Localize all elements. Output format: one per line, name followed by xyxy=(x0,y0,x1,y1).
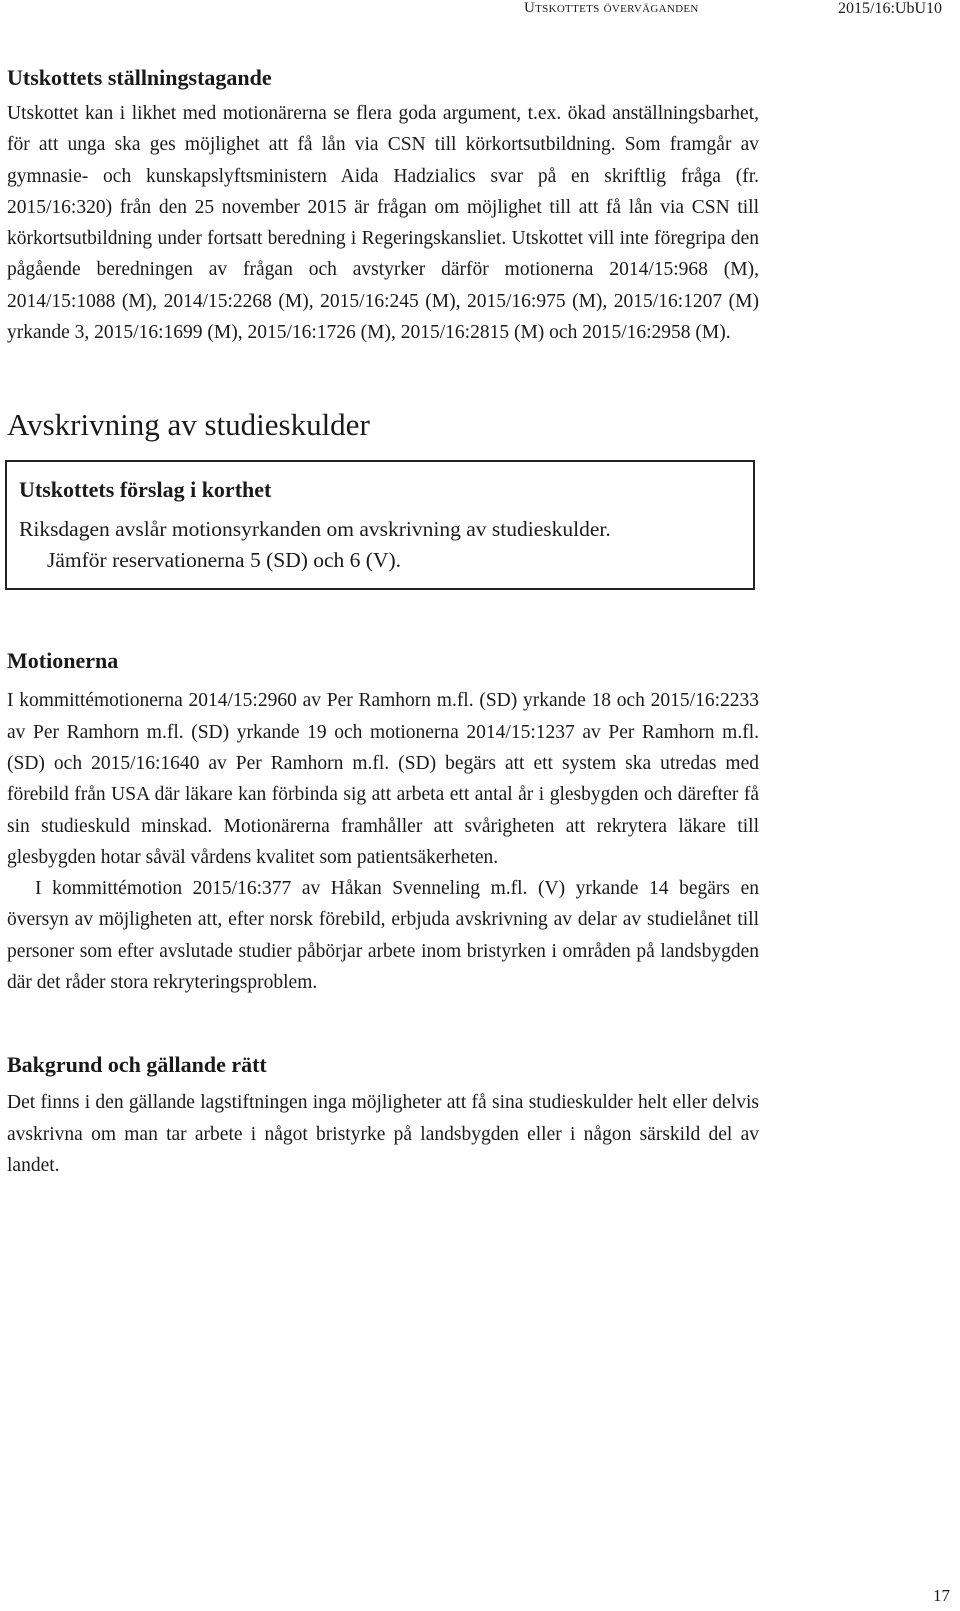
page-content xyxy=(7,62,759,1181)
document-code: 2015/16:UbU10 xyxy=(838,0,942,17)
heading-bakgrund: Bakgrund och gällande rätt xyxy=(7,1052,267,1078)
paragraph-bakgrund: Det finns i den gällande lagstiftningen inga möjligheter att få sina studieskulder helt eller delvis avskrivna om man tar arbete i något bristyrke på landsbygden eller i någon särskild del av landet. xyxy=(7,1092,759,1176)
paragraph-motionerna-1: I kommittémotionerna 2014/15:2960 av Per Ramhorn m.fl. (SD) yrkande 18 och 2015/16:2233 av Per Ramhorn m.fl. (SD) yrkande 19 och motionerna 2014/15:1237 av Per Ramhorn m.fl. (SD) och 2015/16:1640 av Per Ramhorn m.fl. (SD) begärs att ett system ska utredas med förebild från USA där läkare kan förbinda sig att arbeta ett antal år i glesbygden och därefter få sin studieskuld minskad. Motionärerna framhåller att svårigheten att rekrytera läkare till glesbygden hotar såväl vårdens kvalitet som patientsäkerheten. xyxy=(7,690,759,868)
running-title: Utskottets överväganden xyxy=(524,0,699,16)
page-header xyxy=(0,0,960,40)
paragraph-motionerna-2: I kommittémotion 2015/16:377 av Håkan Svenneling m.fl. (V) yrkande 14 begärs en översyn av möjligheten att, efter norsk förebild, erbjuda avskrivning av delar av studielånet till personer som efter avslutade studier påbörjar arbete inom bristyrken i områden på landsbygden där det råder stora rekryteringsproblem. xyxy=(7,878,759,994)
paragraph-stallningstagande: Utskottet kan i likhet med motionärerna se flera goda argument, t.ex. ökad anställningsbarhet, för att unga ska ges möjlighet att få lån via CSN till körkortsutbildning. Som framgår av gymnasie- och kunskapslyftsministern Aida Hadzialics svar på en skriftlig fråga (fr. 2015/16:320) från den 25 november 2015 är frågan om möjlighet till att få lån via CSN till körkortsutbildning under fortsatt beredning i Regeringskansliet. Utskottet vill inte föregripa den pågående beredningen av frågan och avstyrker därför motionerna 2014/15:968 (M), 2014/15:1088 (M), 2014/15:2268 (M), 2015/16:245 (M), 2015/16:975 (M), 2015/16:1207 (M) yrkande 3, 2015/16:1699 (M), 2015/16:1726 (M), 2015/16:2815 (M) och 2015/16:2958 (M). xyxy=(7,103,759,344)
summary-box xyxy=(5,460,755,590)
heading-motionerna: Motionerna xyxy=(7,648,119,674)
summary-box-paragraph: Riksdagen avslår motionsyrkanden om avskrivning av studieskulder. xyxy=(19,517,611,542)
page-number: 17 xyxy=(933,1586,950,1605)
heading-utskottets-stallningstagande: Utskottets ställningstagande xyxy=(7,65,272,90)
summary-box-heading: Utskottets förslag i korthet xyxy=(19,477,272,503)
summary-box-reference: Jämför reservationerna 5 (SD) och 6 (V). xyxy=(47,548,402,573)
section-heading-avskrivning: Avskrivning av studieskulder xyxy=(7,407,370,443)
